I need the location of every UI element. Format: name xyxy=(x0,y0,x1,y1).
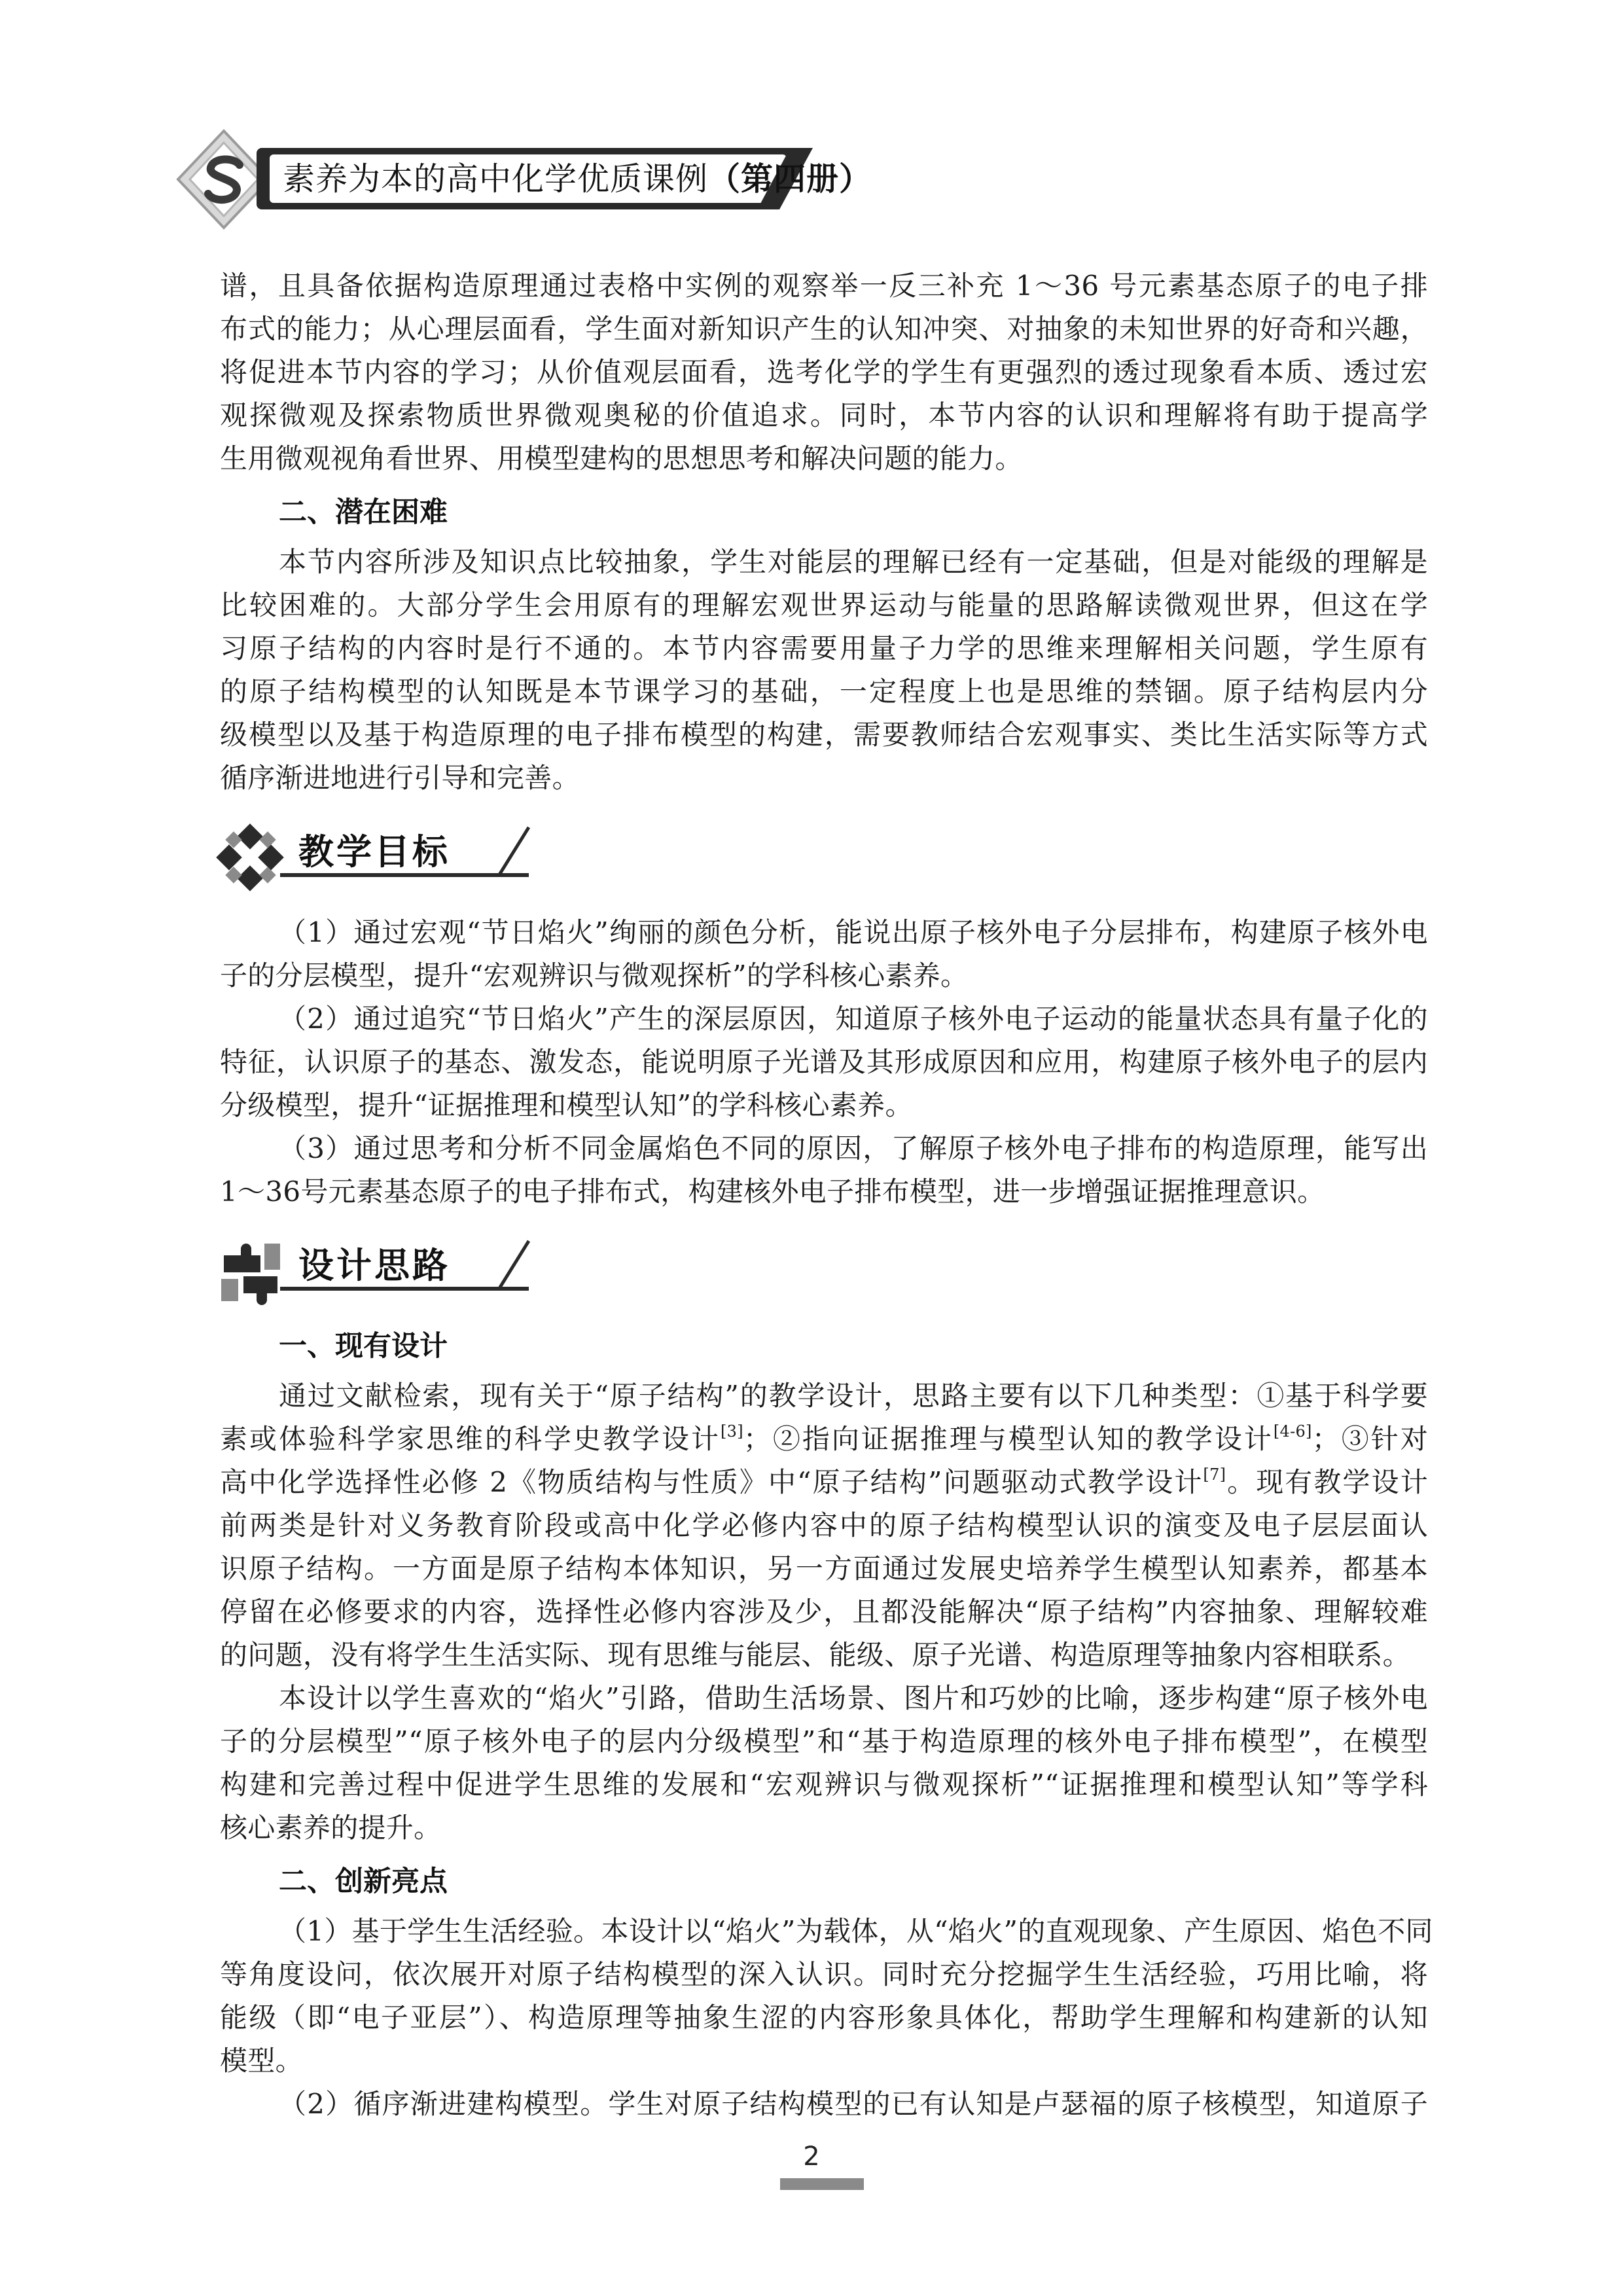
page-content xyxy=(220,264,1433,2126)
text-line: 核心素养的提升。 xyxy=(220,1812,442,1844)
text-line: 前两类是针对义务教育阶段或高中化学必修内容中的原子结构模型认识的演变及电子层层面认 xyxy=(220,1509,1428,1541)
difficulty-paragraph xyxy=(220,541,1428,800)
text-run: 高中化学选择性必修 2《物质结构与性质》中“原子结构”问题驱动式教学设计 xyxy=(220,1466,1204,1498)
text-line: （3）通过思考和分析不同金属焰色不同的原因，了解原子核外电子排布的构造原理，能写出 xyxy=(279,1132,1428,1164)
difficulty-heading: 二、潜在困难 xyxy=(279,496,448,529)
text-line: 比较困难的。大部分学生会用原有的理解宏观世界运动与能量的思路解读微观世界，但这在学 xyxy=(220,589,1428,621)
citation-ref: [3] xyxy=(720,1422,743,1441)
innovation-item xyxy=(220,1910,1433,2083)
text-line: 本设计以学生喜欢的“焰火”引路，借助生活场景、图片和巧妙的比喻，逐步构建“原子核外电 xyxy=(279,1682,1428,1714)
text-line: 的原子结构模型的认知既是本节课学习的基础，一定程度上也是思维的禁锢。原子结构层内分 xyxy=(220,675,1428,708)
text-line: 布式的能力；从心理层面看，学生面对新知识产生的认知冲突、对抽象的未知世界的好奇和兴趣， xyxy=(220,313,1428,345)
text-line: 分级模型，提升“证据推理和模型认知”的学科核心素养。 xyxy=(220,1089,913,1121)
running-header xyxy=(171,127,872,232)
text-line: 习原子结构的内容时是行不通的。本节内容需要用量子力学的思维来理解相关问题，学生原有 xyxy=(220,632,1428,664)
text-line: （1）通过宏观“节日焰火”绚丽的颜色分析，能说出原子核外电子分层排布，构建原子核外电 xyxy=(279,916,1428,948)
goal-item xyxy=(220,911,1428,997)
text-line: （2）循序渐进建构模型。学生对原子结构模型的已有认知是卢瑟福的原子核模型，知道原子 xyxy=(279,2088,1428,2120)
text-line: 识原子结构。一方面是原子结构本体知识，另一方面通过发展史培养学生模型认知素养，都基本 xyxy=(220,1552,1428,1585)
text-line: 观探微观及探索物质世界微观奥秘的价值追求。同时，本节内容的认识和理解将有助于提高学 xyxy=(220,399,1428,431)
text-run: 。现有教学设计 xyxy=(1226,1466,1428,1498)
text-line xyxy=(220,1418,1428,1461)
text-line: 的问题，没有将学生生活实际、现有思维与能层、能级、原子光谱、构造原理等抽象内容相联系。 xyxy=(220,1639,1410,1671)
text-line: 通过文献检索，现有关于“原子结构”的教学设计，思路主要有以下几种类型：①基于科学要 xyxy=(279,1380,1428,1412)
text-line xyxy=(220,1461,1428,1504)
text-line: （2）通过追究“节日焰火”产生的深层原因，知道原子核外电子运动的能量状态具有量子化的 xyxy=(279,1003,1428,1035)
text-line: （1）基于学生生活经验。本设计以“焰火”为载体，从“焰火”的直观现象、产生原因、焰色不同 xyxy=(279,1915,1433,1947)
text-line: 子的分层模型”“原子核外电子的层内分级模型”和“基于构造原理的核外电子排布模型”，在模型 xyxy=(220,1725,1428,1757)
text-run: ；③针对 xyxy=(1311,1423,1429,1455)
gear-cluster-icon xyxy=(215,822,287,894)
innovation-item xyxy=(220,2083,1428,2126)
text-line: 能级（即“电子亚层”）、构造原理等抽象生涩的内容形象具体化，帮助学生理解和构建新的认知 xyxy=(220,2001,1428,2034)
text-line: 生用微观视角看世界、用模型建构的思想思考和解决问题的能力。 xyxy=(220,442,1023,475)
section-banner-design xyxy=(215,1230,555,1313)
goal-item xyxy=(220,1127,1428,1213)
page-number-bar xyxy=(780,2178,864,2190)
banner-slash-icon xyxy=(490,825,548,877)
section-title: 设计思路 xyxy=(298,1245,450,1286)
book-title-text: 素养为本的高中化学优质课例 xyxy=(283,160,709,198)
citation-ref: [4-6] xyxy=(1273,1422,1312,1441)
text-run: 素或体验科学家思维的科学史教学设计 xyxy=(220,1423,721,1455)
text-line: 停留在必修要求的内容，选择性必修内容涉及少，且都没能解决“原子结构”内容抽象、理解较难 xyxy=(220,1596,1428,1628)
text-run: ；②指向证据推理与模型认知的教学设计 xyxy=(743,1423,1274,1455)
text-line: 子的分层模型，提升“宏观辨识与微观探析”的学科核心素养。 xyxy=(220,960,969,992)
text-line: 模型。 xyxy=(220,2045,303,2077)
puzzle-cluster-icon xyxy=(215,1236,287,1308)
existing-design-heading: 一、现有设计 xyxy=(279,1330,448,1363)
text-line: 特征，认识原子的基态、激发态，能说明原子光谱及其形成原因和应用，构建原子核外电子的层内 xyxy=(220,1046,1428,1078)
text-line: 等角度设问，依次展开对原子结构模型的深入认识。同时充分挖掘学生生活经验，巧用比喻，将 xyxy=(220,1958,1428,1990)
text-line: 级模型以及基于构造原理的电子排布模型的构建，需要教师结合宏观事实、类比生活实际等方式 xyxy=(220,719,1428,751)
book-title xyxy=(283,158,872,200)
text-line: 构建和完善过程中促进学生思维的发展和“宏观辨识与微观探析”“证据推理和模型认知”等学科 xyxy=(220,1768,1428,1801)
text-line: 循序渐进地进行引导和完善。 xyxy=(220,762,580,794)
text-line: 谱，且具备依据构造原理通过表格中实例的观察举一反三补充 1～36 号元素基态原子的电子排 xyxy=(220,270,1428,302)
goal-item xyxy=(220,997,1428,1127)
banner-slash-icon xyxy=(490,1238,548,1291)
text-line: 本节内容所涉及知识点比较抽象，学生对能层的理解已经有一定基础，但是对能级的理解是 xyxy=(279,546,1428,578)
citation-ref: [7] xyxy=(1203,1465,1226,1484)
section-title: 教学目标 xyxy=(298,831,450,872)
existing-design-paragraph-2 xyxy=(220,1677,1428,1850)
book-volume: （第四册） xyxy=(708,160,872,198)
existing-design-paragraph xyxy=(220,1374,1428,1677)
section-banner-goals xyxy=(215,817,555,899)
intro-paragraph xyxy=(220,264,1428,480)
innovation-heading: 二、创新亮点 xyxy=(279,1865,448,1898)
text-line: 将促进本节内容的学习；从价值观层面看，选考化学的学生有更强烈的透过现象看本质、透过宏 xyxy=(220,356,1428,388)
page-number: 2 xyxy=(803,2142,820,2172)
text-line: 1～36号元素基态原子的电子排布式，构建核外电子排布模型，进一步增强证据推理意识。 xyxy=(220,1175,1325,1208)
